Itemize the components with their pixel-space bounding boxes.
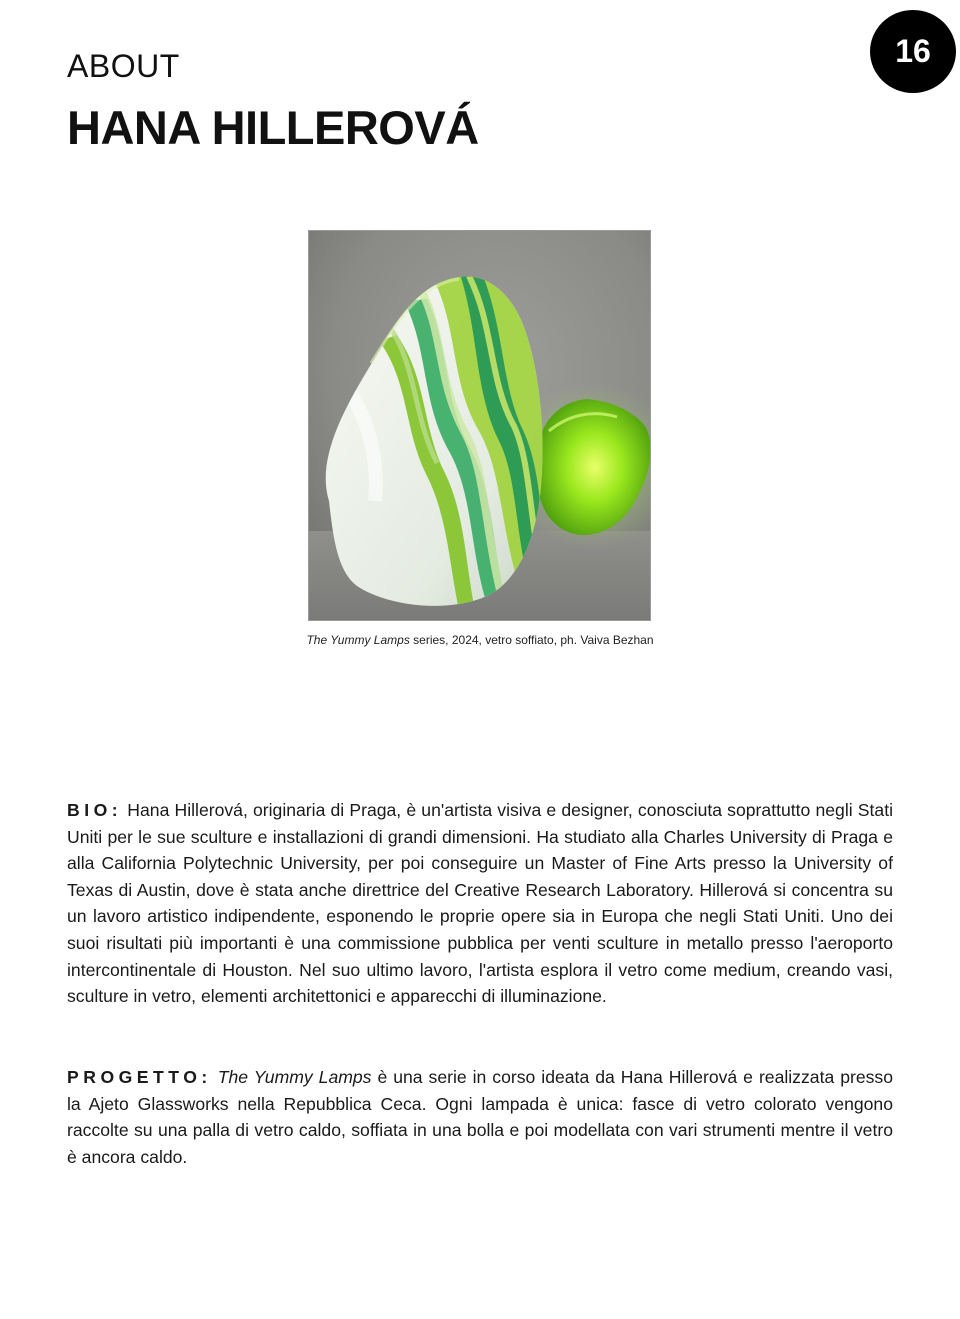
project-paragraph [67, 1064, 893, 1170]
page-number: 16 [895, 33, 931, 69]
caption-details: series, 2024, vetro soffiato, ph. Vaiva Bezhan [409, 633, 654, 647]
photo-caption [0, 633, 960, 647]
caption-artwork-title: The Yummy Lamps [306, 633, 410, 647]
page-number-badge [870, 10, 956, 93]
artist-name-title: HANA HILLEROVÁ [67, 101, 479, 154]
artwork-photo [308, 230, 651, 621]
bio-label: BIO: [67, 800, 123, 820]
bio-text: Hana Hillerová, originaria di Praga, è un'artista visiva e designer, conosciuta soprattutto negli Stati Uniti per le sue sculture e installazioni di grandi dimensioni. Ha studiato alla Charles University di Praga e alla California Polytechnic University, per poi conseguire un Master of Fine Arts presso la University of Texas di Austin, dove è stata anche direttrice del Creative Research Laboratory. Hillerová si concentra su un lavoro artistico indipendente, esponendo le proprie opere sia in Europa che negli Stati Uniti. Uno dei suoi risultati più importanti è una commissione pubblica per venti sculture in metallo presso l'aeroporto intercontinentale di Houston. Nel suo ultimo lavoro, l'artista esplora il vetro come medium, creando vasi, sculture in vetro, elementi architettonici e apparecchi di illuminazione. [67, 800, 893, 1007]
section-kicker: ABOUT [67, 48, 180, 84]
bio-paragraph [67, 797, 893, 1010]
project-text: è una serie in corso ideata da Hana Hillerová e realizzata presso la Ajeto Glassworks nella Repubblica Ceca. Ogni lampada è unica: fasce di vetro colorato vengono raccolte su una palla di vetro caldo, soffiata in una bolla e poi modellata con vari strumenti mentre il vetro è ancora caldo. [67, 1067, 894, 1167]
project-title: The Yummy Lamps [217, 1067, 372, 1087]
project-label: PROGETTO: [67, 1067, 212, 1087]
